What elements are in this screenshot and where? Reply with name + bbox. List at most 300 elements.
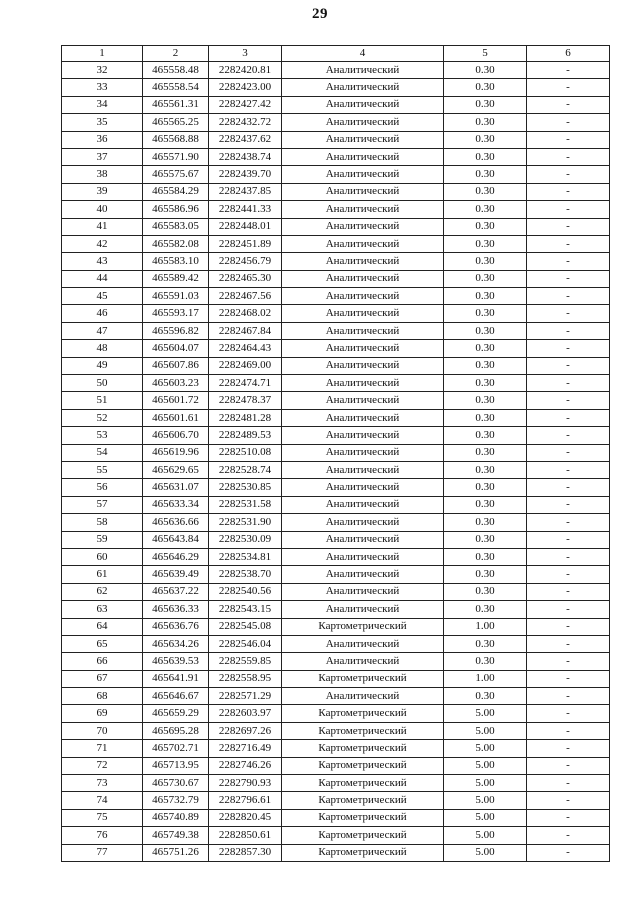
table-cell: - [527, 548, 610, 565]
table-cell: 63 [62, 601, 143, 618]
table-cell: 465740.89 [143, 809, 209, 826]
table-cell: Картометрический [282, 618, 444, 635]
table-cell: - [527, 444, 610, 461]
table-cell: 2282546.04 [209, 635, 282, 652]
table-cell: Картометрический [282, 792, 444, 809]
table-cell: 0.30 [444, 148, 527, 165]
table-cell: 1.00 [444, 618, 527, 635]
table-cell: 2282427.42 [209, 96, 282, 113]
table-row [62, 166, 610, 183]
table-cell: 39 [62, 183, 143, 200]
table-cell: 5.00 [444, 775, 527, 792]
coordinates-table [61, 45, 610, 862]
table-cell: - [527, 322, 610, 339]
table-row [62, 827, 610, 844]
table-cell: 2282437.85 [209, 183, 282, 200]
table-cell: Аналитический [282, 375, 444, 392]
table-cell: 465636.66 [143, 514, 209, 531]
table-cell: 5.00 [444, 722, 527, 739]
table-row [62, 705, 610, 722]
table-cell: 0.30 [444, 166, 527, 183]
table-cell: 465646.67 [143, 688, 209, 705]
table-cell: 77 [62, 844, 143, 861]
table-cell: Аналитический [282, 322, 444, 339]
table-cell: 0.30 [444, 461, 527, 478]
table-cell: - [527, 340, 610, 357]
table-row [62, 148, 610, 165]
table-cell: 0.30 [444, 79, 527, 96]
table-cell: 465607.86 [143, 357, 209, 374]
table-cell: 62 [62, 583, 143, 600]
table-cell: - [527, 148, 610, 165]
table-cell: Аналитический [282, 427, 444, 444]
table-row [62, 566, 610, 583]
table-cell: 32 [62, 62, 143, 79]
table-cell: 465659.29 [143, 705, 209, 722]
table-cell: - [527, 166, 610, 183]
table-cell: 0.30 [444, 183, 527, 200]
table-cell: 0.30 [444, 62, 527, 79]
table-cell: 465695.28 [143, 722, 209, 739]
table-row [62, 688, 610, 705]
table-cell: 51 [62, 392, 143, 409]
table-cell: 1.00 [444, 670, 527, 687]
table-cell: 33 [62, 79, 143, 96]
table-cell: 0.30 [444, 688, 527, 705]
column-header: 2 [143, 46, 209, 62]
table-cell: Аналитический [282, 253, 444, 270]
table-row [62, 479, 610, 496]
table-cell: Аналитический [282, 235, 444, 252]
table-cell: 0.30 [444, 409, 527, 426]
table-row [62, 809, 610, 826]
table-cell: 465634.26 [143, 635, 209, 652]
table-cell: - [527, 583, 610, 600]
table-cell: - [527, 688, 610, 705]
table-cell: Аналитический [282, 288, 444, 305]
table-cell: 2282534.81 [209, 548, 282, 565]
table-cell: 60 [62, 548, 143, 565]
table-row [62, 740, 610, 757]
table-cell: 48 [62, 340, 143, 357]
table-cell: 2282790.93 [209, 775, 282, 792]
table-cell: 0.30 [444, 114, 527, 131]
table-cell: 2282474.71 [209, 375, 282, 392]
table-cell: 2282438.74 [209, 148, 282, 165]
table-cell: Аналитический [282, 461, 444, 478]
table-cell: 36 [62, 131, 143, 148]
table-cell: 0.30 [444, 601, 527, 618]
table-cell: 49 [62, 357, 143, 374]
table-cell: 46 [62, 305, 143, 322]
table-row [62, 357, 610, 374]
table-cell: 2282489.53 [209, 427, 282, 444]
column-header: 4 [282, 46, 444, 62]
table-cell: Аналитический [282, 79, 444, 96]
table-cell: 465619.96 [143, 444, 209, 461]
table-cell: 2282441.33 [209, 201, 282, 218]
table-cell: 2282746.26 [209, 757, 282, 774]
table-row [62, 601, 610, 618]
table-cell: 465568.88 [143, 131, 209, 148]
column-header: 3 [209, 46, 282, 62]
table-cell: 69 [62, 705, 143, 722]
table-cell: 2282456.79 [209, 253, 282, 270]
table-cell: 2282850.61 [209, 827, 282, 844]
table-cell: 0.30 [444, 288, 527, 305]
table-cell: Аналитический [282, 688, 444, 705]
table-cell: 465641.91 [143, 670, 209, 687]
table-cell: - [527, 496, 610, 513]
table-row [62, 322, 610, 339]
table-cell: - [527, 635, 610, 652]
table-cell: 55 [62, 461, 143, 478]
table-cell: 50 [62, 375, 143, 392]
table-cell: 465589.42 [143, 270, 209, 287]
table-cell: 2282467.56 [209, 288, 282, 305]
table-cell: Картометрический [282, 827, 444, 844]
table-cell: 2282538.70 [209, 566, 282, 583]
table-cell: 465702.71 [143, 740, 209, 757]
table-cell: 465591.03 [143, 288, 209, 305]
table-cell: 465606.70 [143, 427, 209, 444]
table-cell: 465571.90 [143, 148, 209, 165]
table-row [62, 79, 610, 96]
table-cell: Аналитический [282, 166, 444, 183]
table-cell: 0.30 [444, 427, 527, 444]
table-cell: 465749.38 [143, 827, 209, 844]
column-header: 6 [527, 46, 610, 62]
table-cell: 0.30 [444, 340, 527, 357]
table-cell: - [527, 566, 610, 583]
table-cell: 2282467.84 [209, 322, 282, 339]
table-cell: 2282468.02 [209, 305, 282, 322]
table-cell: - [527, 775, 610, 792]
table-row [62, 340, 610, 357]
table-cell: 465636.76 [143, 618, 209, 635]
table-cell: 2282820.45 [209, 809, 282, 826]
table-cell: 465633.34 [143, 496, 209, 513]
table-cell: 40 [62, 201, 143, 218]
table-cell: Аналитический [282, 62, 444, 79]
table-cell: 53 [62, 427, 143, 444]
table-cell: 73 [62, 775, 143, 792]
table-cell: 2282545.08 [209, 618, 282, 635]
table-cell: 0.30 [444, 444, 527, 461]
table-cell: - [527, 305, 610, 322]
table-cell: 0.30 [444, 270, 527, 287]
table-cell: Картометрический [282, 670, 444, 687]
table-row [62, 218, 610, 235]
table-cell: Картометрический [282, 844, 444, 861]
table-cell: 45 [62, 288, 143, 305]
table-cell: 0.30 [444, 375, 527, 392]
table-cell: - [527, 479, 610, 496]
table-cell: 57 [62, 496, 143, 513]
table-cell: Аналитический [282, 653, 444, 670]
table-cell: 64 [62, 618, 143, 635]
table-cell: 68 [62, 688, 143, 705]
table-cell: - [527, 670, 610, 687]
table-cell: 465561.31 [143, 96, 209, 113]
table-cell: 465629.65 [143, 461, 209, 478]
table-cell: 465565.25 [143, 114, 209, 131]
table-row [62, 235, 610, 252]
table-cell: 465583.05 [143, 218, 209, 235]
table-cell: Аналитический [282, 583, 444, 600]
table-cell: 2282478.37 [209, 392, 282, 409]
table-cell: Картометрический [282, 705, 444, 722]
table-cell: 71 [62, 740, 143, 757]
table-row [62, 96, 610, 113]
table-cell: - [527, 722, 610, 739]
table-cell: - [527, 253, 610, 270]
table-cell: 5.00 [444, 792, 527, 809]
table-cell: - [527, 375, 610, 392]
table-row [62, 270, 610, 287]
table-cell: 2282510.08 [209, 444, 282, 461]
table-cell: - [527, 183, 610, 200]
table-cell: 66 [62, 653, 143, 670]
table-row [62, 496, 610, 513]
table-cell: 74 [62, 792, 143, 809]
table-cell: 465751.26 [143, 844, 209, 861]
table-cell: 2282559.85 [209, 653, 282, 670]
table-cell: 37 [62, 148, 143, 165]
table-cell: 0.30 [444, 583, 527, 600]
table-cell: 2282531.58 [209, 496, 282, 513]
table-header-row [62, 46, 610, 62]
table-cell: 2282432.72 [209, 114, 282, 131]
table-row [62, 583, 610, 600]
table-cell: 465596.82 [143, 322, 209, 339]
table-cell: 465643.84 [143, 531, 209, 548]
table-cell: - [527, 792, 610, 809]
table-cell: - [527, 757, 610, 774]
table-cell: 465603.23 [143, 375, 209, 392]
table-cell: 2282528.74 [209, 461, 282, 478]
table-row [62, 548, 610, 565]
table-cell: 2282439.70 [209, 166, 282, 183]
table-cell: 465631.07 [143, 479, 209, 496]
table-cell: Картометрический [282, 722, 444, 739]
table-cell: Аналитический [282, 131, 444, 148]
table-cell: 465583.10 [143, 253, 209, 270]
table-cell: 59 [62, 531, 143, 548]
table-cell: 2282420.81 [209, 62, 282, 79]
table-row [62, 775, 610, 792]
table-cell: 2282603.97 [209, 705, 282, 722]
table-cell: 2282464.43 [209, 340, 282, 357]
table-cell: - [527, 740, 610, 757]
table-cell: 0.30 [444, 305, 527, 322]
table-cell: 465601.61 [143, 409, 209, 426]
table-cell: 465604.07 [143, 340, 209, 357]
table-cell: 2282697.26 [209, 722, 282, 739]
table-row [62, 427, 610, 444]
table-cell: - [527, 827, 610, 844]
table-cell: 2282423.00 [209, 79, 282, 96]
table-row [62, 844, 610, 861]
table-cell: 465639.49 [143, 566, 209, 583]
table-cell: 2282530.85 [209, 479, 282, 496]
table-cell: Аналитический [282, 392, 444, 409]
column-header: 1 [62, 46, 143, 62]
table-row [62, 288, 610, 305]
table-cell: 0.30 [444, 201, 527, 218]
table-cell: Аналитический [282, 305, 444, 322]
table-cell: 2282796.61 [209, 792, 282, 809]
table-row [62, 114, 610, 131]
table-cell: 2282716.49 [209, 740, 282, 757]
table-row [62, 305, 610, 322]
table-cell: Аналитический [282, 218, 444, 235]
table-row [62, 670, 610, 687]
table-cell: Аналитический [282, 183, 444, 200]
table-cell: - [527, 96, 610, 113]
table-cell: 2282558.95 [209, 670, 282, 687]
table-cell: Аналитический [282, 148, 444, 165]
table-cell: 465636.33 [143, 601, 209, 618]
table-cell: 42 [62, 235, 143, 252]
table-cell: 5.00 [444, 809, 527, 826]
table-cell: 41 [62, 218, 143, 235]
table-cell: 2282540.56 [209, 583, 282, 600]
table-cell: - [527, 427, 610, 444]
table-cell: 67 [62, 670, 143, 687]
table-cell: Аналитический [282, 479, 444, 496]
table-cell: 2282530.09 [209, 531, 282, 548]
table-cell: 465646.29 [143, 548, 209, 565]
table-cell: 465732.79 [143, 792, 209, 809]
table-row [62, 792, 610, 809]
table-cell: 0.30 [444, 548, 527, 565]
table-cell: Аналитический [282, 444, 444, 461]
table-cell: Аналитический [282, 340, 444, 357]
table-row [62, 409, 610, 426]
table-cell: - [527, 218, 610, 235]
table-cell: 0.30 [444, 392, 527, 409]
table-cell: 2282465.30 [209, 270, 282, 287]
table-cell: 0.30 [444, 635, 527, 652]
table-row [62, 62, 610, 79]
table-cell: Картометрический [282, 809, 444, 826]
table-cell: Аналитический [282, 270, 444, 287]
table-row [62, 514, 610, 531]
table-cell: 47 [62, 322, 143, 339]
table-cell: Аналитический [282, 496, 444, 513]
table-cell: - [527, 461, 610, 478]
table-cell: 465575.67 [143, 166, 209, 183]
table-cell: 0.30 [444, 566, 527, 583]
table-cell: Аналитический [282, 114, 444, 131]
table-cell: - [527, 705, 610, 722]
table-body [62, 62, 610, 862]
table-cell: - [527, 131, 610, 148]
table-row [62, 618, 610, 635]
table-cell: 44 [62, 270, 143, 287]
table-cell: 465586.96 [143, 201, 209, 218]
table-cell: 5.00 [444, 844, 527, 861]
table-cell: 2282543.15 [209, 601, 282, 618]
table-cell: 0.30 [444, 253, 527, 270]
table-cell: 65 [62, 635, 143, 652]
table-cell: 2282437.62 [209, 131, 282, 148]
table-cell: - [527, 235, 610, 252]
table-cell: 465637.22 [143, 583, 209, 600]
table-cell: 56 [62, 479, 143, 496]
table-cell: Аналитический [282, 531, 444, 548]
table-cell: - [527, 844, 610, 861]
table-cell: 2282531.90 [209, 514, 282, 531]
table-cell: 0.30 [444, 218, 527, 235]
table-cell: Аналитический [282, 548, 444, 565]
table-cell: 0.30 [444, 96, 527, 113]
table-row [62, 131, 610, 148]
table-cell: - [527, 601, 610, 618]
table-row [62, 757, 610, 774]
table-cell: 2282857.30 [209, 844, 282, 861]
table-cell: 70 [62, 722, 143, 739]
table-cell: 52 [62, 409, 143, 426]
table-cell: - [527, 514, 610, 531]
table-cell: 43 [62, 253, 143, 270]
table-cell: 465582.08 [143, 235, 209, 252]
table-cell: 58 [62, 514, 143, 531]
table-cell: 2282469.00 [209, 357, 282, 374]
table-row [62, 653, 610, 670]
table-cell: - [527, 409, 610, 426]
table-cell: - [527, 392, 610, 409]
table-cell: Аналитический [282, 409, 444, 426]
table-cell: 76 [62, 827, 143, 844]
table-cell: 0.30 [444, 357, 527, 374]
table-cell: - [527, 288, 610, 305]
table-cell: 465584.29 [143, 183, 209, 200]
table-cell: - [527, 270, 610, 287]
table-cell: Аналитический [282, 566, 444, 583]
table-cell: 54 [62, 444, 143, 461]
table-cell: 34 [62, 96, 143, 113]
table-cell: - [527, 531, 610, 548]
table-row [62, 444, 610, 461]
table-cell: Картометрический [282, 740, 444, 757]
table-cell: - [527, 201, 610, 218]
table-cell: 75 [62, 809, 143, 826]
table-cell: Аналитический [282, 357, 444, 374]
table-cell: 465639.53 [143, 653, 209, 670]
table-row [62, 375, 610, 392]
table-cell: 0.30 [444, 514, 527, 531]
table-row [62, 635, 610, 652]
table-cell: 5.00 [444, 740, 527, 757]
column-header: 5 [444, 46, 527, 62]
table-cell: Аналитический [282, 635, 444, 652]
table-cell: - [527, 653, 610, 670]
table-row [62, 461, 610, 478]
table-cell: - [527, 618, 610, 635]
table-cell: 35 [62, 114, 143, 131]
table-cell: 0.30 [444, 322, 527, 339]
table-cell: 61 [62, 566, 143, 583]
table-cell: 0.30 [444, 131, 527, 148]
table-row [62, 722, 610, 739]
table-row [62, 531, 610, 548]
table-cell: 5.00 [444, 757, 527, 774]
table-cell: 2282571.29 [209, 688, 282, 705]
table-row [62, 253, 610, 270]
table-row [62, 201, 610, 218]
